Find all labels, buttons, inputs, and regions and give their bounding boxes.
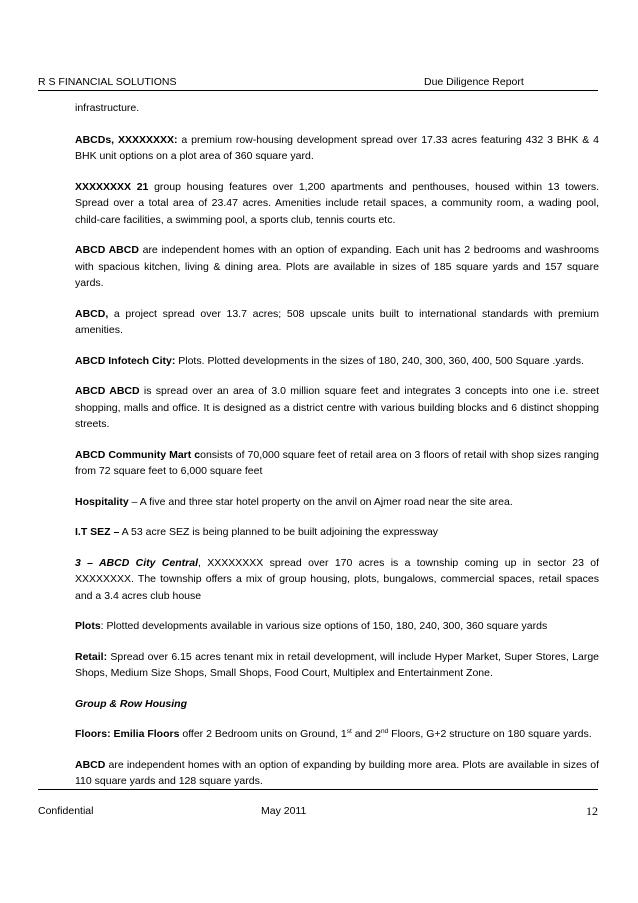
paragraph-text: , XXXXXXXX spread over 170 acres is a township coming up in sector 23 of XXXXXXXX. The township offers a mix of group housing, plots, bungalows, commercial spaces, retail spaces and a 3.4 acres club house [75, 556, 599, 602]
paragraph-infrastructure [75, 100, 599, 117]
paragraph-floors [75, 726, 599, 743]
paragraph-infotech-city [75, 353, 599, 370]
paragraph-text: – A five and three star hotel property on the anvil on Ajmer road near the site area. [128, 495, 513, 508]
paragraph-hospitality [75, 494, 599, 511]
superscript: nd [381, 728, 389, 735]
paragraph-lead: Floors: Emilia Floors [75, 728, 180, 740]
paragraph-lead: XXXXXXXX 21 [75, 180, 149, 193]
paragraph-lead: Retail: [75, 650, 108, 663]
paragraph-text: : Plotted developments available in various size options of 150, 180, 240, 300, 360 square yards [100, 620, 548, 632]
paragraph-text: are independent homes with an option of expanding. Each unit has 2 bedrooms and washrooms with spacious kitchen, living & dining area. Plots are available in sizes of 185 square yards and 157 square yards. [75, 244, 599, 289]
paragraph-text: onsists of 70,000 square feet of retail area on 3 floors of retail with shop sizes ranging from 72 square feet to 6,000 square feet [75, 448, 599, 477]
paragraph-text: Spread over 6.15 acres tenant mix in retail development, will include Hyper Market, Super Stores, Large Shops, Medium Size Shops, Small Shops, Food Court, Multiplex and Entertainment Zone. [75, 650, 599, 679]
page-header [38, 76, 598, 91]
page-footer [38, 789, 598, 818]
paragraph-lead: ABCDs, XXXXXXXX: [75, 133, 178, 146]
paragraph-lead: ABCD, [75, 307, 109, 320]
paragraph-lead: Hospitality [75, 495, 129, 508]
paragraph-community-mart [75, 447, 599, 480]
paragraph-lead: ABCD Infotech City: [75, 354, 176, 367]
paragraph-abcd-abcd-district [75, 383, 599, 433]
paragraph-text: infrastructure. [75, 102, 140, 114]
paragraph-text: is spread over an area of 3.0 million square feet and integrates 3 concepts into one i.e. street shopping, malls and office. It is designed as a district centre with various building blocks and 6 distinct shopping streets. [75, 385, 599, 430]
header-report-title: Due Diligence Report [424, 76, 524, 88]
footer-confidential: Confidential [38, 805, 94, 817]
paragraph-retail [75, 649, 599, 682]
page-number: 12 [586, 804, 598, 818]
paragraph-text: a premium row-housing development spread over 17.33 acres featuring 432 3 BHK & 4 BHK unit options on a plot area of 360 square yard. [75, 133, 599, 162]
paragraph-lead: ABCD ABCD [75, 244, 139, 256]
paragraph-abcd-abcd-homes [75, 242, 599, 292]
paragraph-text: offer 2 Bedroom units on Ground, 1 [179, 728, 347, 740]
section-heading: Group & Row Housing [75, 697, 187, 710]
paragraph-text: and 2 [351, 728, 382, 740]
page-body [75, 100, 599, 804]
footer-date: May 2011 [261, 805, 307, 817]
section-heading-group-row-housing [75, 696, 599, 713]
paragraph-text: A 53 acre SEZ is being planned to be built adjoining the expressway [119, 526, 439, 538]
paragraph-xxxxxxxx-21 [75, 179, 599, 229]
paragraph-city-central [75, 555, 599, 605]
paragraph-abcds [75, 132, 599, 165]
paragraph-abcd-independent-homes [75, 757, 599, 790]
paragraph-text: Plots. Plotted developments in the sizes of 180, 240, 300, 360, 400, 500 Square .yards. [175, 354, 584, 367]
paragraph-plots [75, 618, 599, 635]
superscript: st [346, 728, 352, 735]
paragraph-text: Floors, G+2 structure on 180 square yards. [388, 728, 592, 740]
paragraph-it-sez [75, 524, 599, 541]
paragraph-text: a project spread over 13.7 acres; 508 upscale units built to international standards with premium amenities. [75, 307, 599, 336]
paragraph-lead: Plots [75, 620, 101, 632]
header-company: R S FINANCIAL SOLUTIONS [38, 76, 177, 88]
paragraph-text: group housing features over 1,200 apartments and penthouses, housed within 13 towers. Spread over a total area of 23.47 acres. Amenities include retail spaces, a community room, a wading pool, child-care facilities, a swimming pool, a sports club, tennis courts etc. [75, 180, 600, 226]
paragraph-abcd-project [75, 306, 599, 339]
paragraph-lead: ABCD ABCD [75, 385, 140, 397]
paragraph-lead: ABCD [75, 758, 106, 771]
paragraph-lead: 3 – ABCD City Central [75, 556, 198, 569]
paragraph-text: are independent homes with an option of expanding by building more area. Plots are available in sizes of 110 square yards and 128 square yards. [75, 758, 599, 787]
paragraph-lead: I.T SEZ – [75, 526, 120, 538]
paragraph-lead: ABCD Community Mart c [75, 448, 201, 461]
